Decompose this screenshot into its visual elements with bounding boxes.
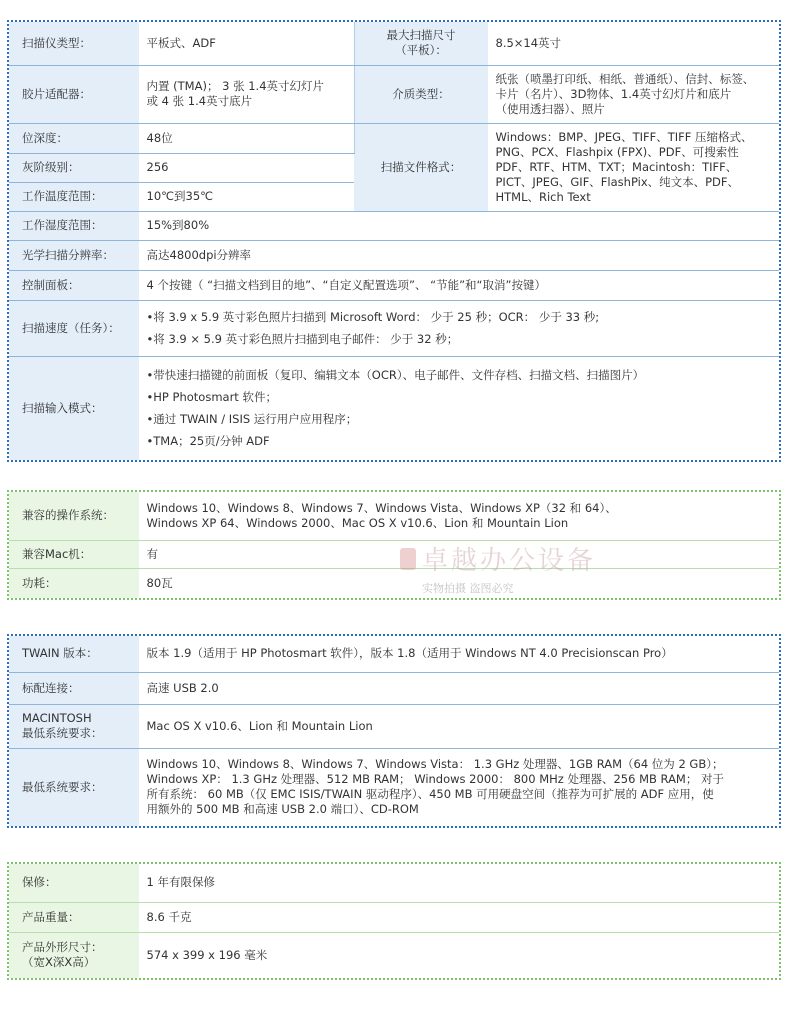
spec-value: Windows：BMP、JPEG、TIFF、TIFF 压缩格式、 PNG、PCX、Flashpix (FPX)、PDF、可搜索性 PDF、RTF、HTM、TXT；Macintosh：TIFF、 PICT、JPEG、GIF、FlashPix、纯文本、PDF、 HTML、Rich Text bbox=[488, 123, 779, 211]
spec-label: 工作湿度范围： bbox=[9, 211, 139, 240]
spec-label: 产品外形尺寸： （宽X深X高） bbox=[9, 932, 139, 978]
spec-value: Windows 10、Windows 8、Windows 7、Windows Vista： 1.3 GHz 处理器、1GB RAM（64 位为 2 GB）； Windows XP： 1.3 GHz 处理器、512 MB RAM； Windows 2000： 800 MHz 处理器、256 MB RAM； 对于 所有系统： 60 MB（仅 EMC ISIS/TWAIN 驱动程序）、450 MB 可用硬盘空间（推荐为可扩展的 ADF 应用，使 用额外的 500 MB 和高速 USB 2.0 端口）、CD-ROM bbox=[139, 748, 779, 826]
table-row bbox=[9, 636, 779, 672]
spec-label: 扫描输入模式： bbox=[9, 356, 139, 460]
table-row bbox=[9, 864, 779, 902]
table-row bbox=[9, 672, 779, 704]
table-row bbox=[9, 932, 779, 978]
table-row bbox=[9, 568, 779, 598]
spec-value: 574 x 399 x 196 毫米 bbox=[139, 932, 779, 978]
spec-label: 兼容的操作系统： bbox=[9, 492, 139, 540]
spec-value: •将 3.9 x 5.9 英寸彩色照片扫描到 Microsoft Word： 少于 25 秒；OCR： 少于 33 秒; •将 3.9 × 5.9 英寸彩色照片扫描到电子邮件： 少于 32 秒； bbox=[139, 300, 779, 356]
table-row bbox=[9, 22, 779, 65]
table-row bbox=[9, 748, 779, 826]
spec-label: 产品重量： bbox=[9, 902, 139, 932]
spec-value: 8.6 千克 bbox=[139, 902, 779, 932]
spec-label: 标配连接： bbox=[9, 672, 139, 704]
spec-label: 工作温度范围： bbox=[9, 182, 139, 211]
spec-label: 光学扫描分辨率： bbox=[9, 240, 139, 270]
spec-table-compatibility bbox=[9, 492, 779, 598]
watermark-title: 卓越办公设备 bbox=[422, 546, 597, 576]
spec-value: 纸张（喷墨打印纸、相纸、普通纸）、信封、标签、 卡片（名片）、3D物体、1.4英寸幻灯片和底片 （使用透扫器）、照片 bbox=[488, 65, 779, 123]
spec-section-system bbox=[7, 634, 781, 828]
table-row bbox=[9, 356, 779, 460]
table-row bbox=[9, 270, 779, 300]
spec-label: TWAIN 版本： bbox=[9, 636, 139, 672]
spec-label: 扫描速度（任务）： bbox=[9, 300, 139, 356]
spec-section-scanning bbox=[7, 20, 781, 462]
table-row bbox=[9, 123, 779, 153]
spec-value: 10℃到35℃ bbox=[139, 182, 354, 211]
spec-label: 灰阶级别： bbox=[9, 153, 139, 182]
spec-value: 80瓦 bbox=[139, 568, 779, 598]
spec-table-product bbox=[9, 864, 779, 978]
table-row bbox=[9, 300, 779, 356]
spec-value: 256 bbox=[139, 153, 354, 182]
spec-value: 8.5×14英寸 bbox=[488, 22, 779, 65]
table-row bbox=[9, 211, 779, 240]
watermark-subtitle: 实物拍摄 盗图必究 bbox=[422, 582, 514, 595]
spec-label: 介质类型： bbox=[354, 65, 488, 123]
spec-section-compatibility bbox=[7, 490, 781, 600]
spec-label: 功耗： bbox=[9, 568, 139, 598]
table-row bbox=[9, 65, 779, 123]
spec-label: 最低系统要求： bbox=[9, 748, 139, 826]
spec-label: 扫描仪类型： bbox=[9, 22, 139, 65]
table-row bbox=[9, 240, 779, 270]
spec-table-system bbox=[9, 636, 779, 826]
spec-value: 4 个按键（ “扫描文档到目的地”、“自定义配置选项”、 “节能”和“取消”按键） bbox=[139, 270, 779, 300]
spec-label: 保修： bbox=[9, 864, 139, 902]
table-row bbox=[9, 492, 779, 540]
spec-label: 位深度： bbox=[9, 123, 139, 153]
spec-value: 版本 1.9（适用于 HP Photosmart 软件），版本 1.8（适用于 Windows NT 4.0 Precisionscan Pro） bbox=[139, 636, 779, 672]
spec-value: 内置 (TMA)； 3 张 1.4英寸幻灯片 或 4 张 1.4英寸底片 bbox=[139, 65, 354, 123]
spec-label: 最大扫描尺寸 （平板）： bbox=[354, 22, 488, 65]
spec-value: Windows 10、Windows 8、Windows 7、Windows Vista、Windows XP（32 和 64）、 Windows XP 64、Windows 2000、Mac OS X v10.6、Lion 和 Mountain Lion bbox=[139, 492, 779, 540]
spec-label: 胶片适配器： bbox=[9, 65, 139, 123]
spec-value: 平板式、ADF bbox=[139, 22, 354, 65]
spec-value: 48位 bbox=[139, 123, 354, 153]
spec-value: Mac OS X v10.6、Lion 和 Mountain Lion bbox=[139, 704, 779, 748]
spec-label: MACINTOSH 最低系统要求： bbox=[9, 704, 139, 748]
table-row bbox=[9, 902, 779, 932]
spec-table-scanning bbox=[9, 22, 779, 460]
spec-value: 1 年有限保修 bbox=[139, 864, 779, 902]
spec-value: 高速 USB 2.0 bbox=[139, 672, 779, 704]
spec-label: 控制面板： bbox=[9, 270, 139, 300]
spec-value: 有 bbox=[139, 540, 779, 568]
spec-section-product bbox=[7, 862, 781, 980]
spec-label: 扫描文件格式： bbox=[354, 123, 488, 211]
table-row bbox=[9, 704, 779, 748]
table-row bbox=[9, 540, 779, 568]
spec-value: •带快速扫描键的前面板（复印、编辑文本（OCR）、电子邮件、文件存档、扫描文档、扫描图片） •HP Photosmart 软件； •通过 TWAIN / ISIS 运行用户应用程序； •TMA；25页/分钟 ADF bbox=[139, 356, 779, 460]
spec-value: 高达4800dpi分辨率 bbox=[139, 240, 779, 270]
spec-label: 兼容Mac机： bbox=[9, 540, 139, 568]
spec-value: 15%到80% bbox=[139, 211, 779, 240]
